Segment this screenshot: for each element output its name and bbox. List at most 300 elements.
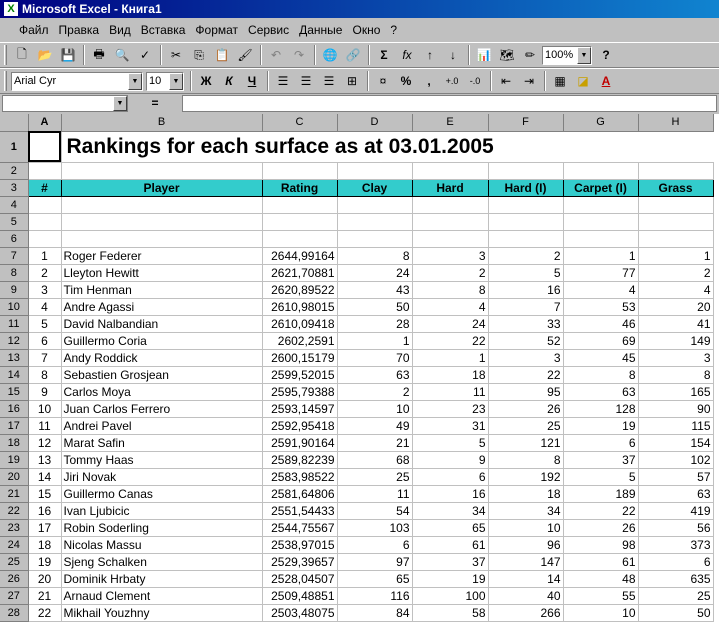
- row-header-9[interactable]: 9: [0, 281, 28, 298]
- underline-button[interactable]: Ч: [247, 74, 257, 88]
- table-cell[interactable]: Carlos Moya: [61, 383, 262, 400]
- copy-icon[interactable]: ⎘: [194, 47, 204, 62]
- table-cell[interactable]: 58: [412, 604, 488, 621]
- hyperlink-icon[interactable]: 🌐: [322, 48, 338, 62]
- table-cell[interactable]: 10: [488, 519, 563, 536]
- menu-item-6[interactable]: Данные: [299, 23, 343, 37]
- menu-item-8[interactable]: ?: [390, 23, 398, 37]
- table-cell[interactable]: 56: [638, 519, 713, 536]
- table-cell[interactable]: 77: [563, 264, 638, 281]
- row-header-21[interactable]: 21: [0, 485, 28, 502]
- sort-descending-icon[interactable]: ↓: [450, 48, 456, 62]
- row-header-1[interactable]: 1: [0, 131, 28, 162]
- table-cell[interactable]: 102: [638, 451, 713, 468]
- column-header-c[interactable]: C: [262, 114, 337, 131]
- table-cell[interactable]: 97: [337, 553, 412, 570]
- table-cell[interactable]: 154: [638, 434, 713, 451]
- menu-item-3[interactable]: Вставка: [140, 23, 186, 37]
- cell[interactable]: [412, 213, 488, 230]
- table-cell[interactable]: 20: [638, 298, 713, 315]
- table-cell[interactable]: 2610,09418: [262, 315, 337, 332]
- column-title-4[interactable]: Hard: [412, 179, 488, 196]
- cell[interactable]: [337, 213, 412, 230]
- table-cell[interactable]: Marat Safin: [61, 434, 262, 451]
- table-cell[interactable]: 6: [638, 553, 713, 570]
- decrease-decimal-icon[interactable]: -.0: [469, 76, 481, 86]
- table-cell[interactable]: Andre Agassi: [61, 298, 262, 315]
- table-cell[interactable]: 41: [638, 315, 713, 332]
- font-size-select[interactable]: [146, 72, 184, 91]
- menu-item-0[interactable]: Файл: [19, 23, 49, 37]
- cut-icon[interactable]: ✂: [170, 48, 182, 62]
- row-header-19[interactable]: 19: [0, 451, 28, 468]
- redo-icon[interactable]: ↷: [293, 48, 305, 62]
- table-cell[interactable]: 90: [638, 400, 713, 417]
- table-cell[interactable]: 22: [563, 502, 638, 519]
- table-cell[interactable]: Tommy Haas: [61, 451, 262, 468]
- row-header-18[interactable]: 18: [0, 434, 28, 451]
- table-cell[interactable]: 55: [563, 587, 638, 604]
- cell[interactable]: [28, 162, 61, 179]
- table-cell[interactable]: 22: [28, 604, 61, 621]
- row-header-25[interactable]: 25: [0, 553, 28, 570]
- table-cell[interactable]: 165: [638, 383, 713, 400]
- table-cell[interactable]: 149: [638, 332, 713, 349]
- row-header-22[interactable]: 22: [0, 502, 28, 519]
- column-title-1[interactable]: Player: [61, 179, 262, 196]
- table-cell[interactable]: 34: [488, 502, 563, 519]
- table-cell[interactable]: 419: [638, 502, 713, 519]
- cell[interactable]: [28, 213, 61, 230]
- table-cell[interactable]: Arnaud Clement: [61, 587, 262, 604]
- table-cell[interactable]: 1: [28, 247, 61, 264]
- column-header-e[interactable]: E: [412, 114, 488, 131]
- table-cell[interactable]: 52: [488, 332, 563, 349]
- toolbar-grip[interactable]: [4, 45, 7, 65]
- table-cell[interactable]: 6: [563, 434, 638, 451]
- cell[interactable]: [563, 196, 638, 213]
- increase-indent-icon[interactable]: ⇥: [523, 74, 535, 88]
- table-cell[interactable]: 373: [638, 536, 713, 553]
- table-cell[interactable]: 2583,98522: [262, 468, 337, 485]
- table-cell[interactable]: 96: [488, 536, 563, 553]
- table-cell[interactable]: 16: [488, 281, 563, 298]
- table-cell[interactable]: 61: [412, 536, 488, 553]
- table-cell[interactable]: 69: [563, 332, 638, 349]
- table-cell[interactable]: 43: [337, 281, 412, 298]
- table-cell[interactable]: 63: [563, 383, 638, 400]
- table-cell[interactable]: 19: [563, 417, 638, 434]
- cell[interactable]: [262, 162, 337, 179]
- row-header-24[interactable]: 24: [0, 536, 28, 553]
- menu-item-1[interactable]: Правка: [58, 23, 100, 37]
- table-cell[interactable]: 68: [337, 451, 412, 468]
- table-cell[interactable]: 3: [28, 281, 61, 298]
- table-cell[interactable]: 37: [563, 451, 638, 468]
- table-cell[interactable]: 33: [488, 315, 563, 332]
- table-cell[interactable]: 8: [337, 247, 412, 264]
- table-cell[interactable]: 13: [28, 451, 61, 468]
- name-box[interactable]: [2, 95, 128, 112]
- table-cell[interactable]: 7: [488, 298, 563, 315]
- table-cell[interactable]: 54: [337, 502, 412, 519]
- table-cell[interactable]: 11: [28, 417, 61, 434]
- table-cell[interactable]: 266: [488, 604, 563, 621]
- table-cell[interactable]: 57: [638, 468, 713, 485]
- table-cell[interactable]: 6: [337, 536, 412, 553]
- table-cell[interactable]: 25: [337, 468, 412, 485]
- table-cell[interactable]: Tim Henman: [61, 281, 262, 298]
- table-cell[interactable]: 2509,48851: [262, 587, 337, 604]
- table-cell[interactable]: 11: [337, 485, 412, 502]
- column-title-7[interactable]: Grass: [638, 179, 713, 196]
- table-cell[interactable]: 14: [488, 570, 563, 587]
- table-cell[interactable]: 192: [488, 468, 563, 485]
- table-cell[interactable]: 26: [563, 519, 638, 536]
- cell[interactable]: [337, 196, 412, 213]
- font-name-select[interactable]: [11, 72, 143, 91]
- table-cell[interactable]: 14: [28, 468, 61, 485]
- table-cell[interactable]: 50: [638, 604, 713, 621]
- borders-icon[interactable]: ▦: [554, 74, 566, 88]
- table-cell[interactable]: 16: [28, 502, 61, 519]
- table-cell[interactable]: 4: [563, 281, 638, 298]
- table-cell[interactable]: 116: [337, 587, 412, 604]
- table-cell[interactable]: Andrei Pavel: [61, 417, 262, 434]
- column-title-3[interactable]: Clay: [337, 179, 412, 196]
- table-cell[interactable]: 2: [337, 383, 412, 400]
- table-cell[interactable]: 2595,79388: [262, 383, 337, 400]
- cell[interactable]: [638, 230, 713, 247]
- table-cell[interactable]: 2529,39657: [262, 553, 337, 570]
- cell[interactable]: [488, 196, 563, 213]
- table-cell[interactable]: 2621,70881: [262, 264, 337, 281]
- table-cell[interactable]: 9: [28, 383, 61, 400]
- table-cell[interactable]: 24: [337, 264, 412, 281]
- table-cell[interactable]: 31: [412, 417, 488, 434]
- cell[interactable]: [337, 230, 412, 247]
- table-cell[interactable]: 25: [638, 587, 713, 604]
- cell[interactable]: [262, 230, 337, 247]
- table-cell[interactable]: 8: [28, 366, 61, 383]
- menu-item-4[interactable]: Формат: [195, 23, 239, 37]
- table-cell[interactable]: 2602,2591: [262, 332, 337, 349]
- table-cell[interactable]: 128: [563, 400, 638, 417]
- table-cell[interactable]: 2: [412, 264, 488, 281]
- table-cell[interactable]: 70: [337, 349, 412, 366]
- column-title-0[interactable]: #: [28, 179, 61, 196]
- table-cell[interactable]: 1: [638, 247, 713, 264]
- table-cell[interactable]: 2544,75567: [262, 519, 337, 536]
- table-cell[interactable]: 9: [412, 451, 488, 468]
- table-cell[interactable]: 95: [488, 383, 563, 400]
- cell[interactable]: [563, 213, 638, 230]
- row-header-17[interactable]: 17: [0, 417, 28, 434]
- toolbar-grip[interactable]: [4, 71, 7, 91]
- merge-center-icon[interactable]: ⊞: [346, 74, 358, 88]
- currency-icon[interactable]: ¤: [379, 74, 387, 88]
- cell[interactable]: [638, 196, 713, 213]
- table-cell[interactable]: 2589,82239: [262, 451, 337, 468]
- table-cell[interactable]: 115: [638, 417, 713, 434]
- table-cell[interactable]: 2600,15179: [262, 349, 337, 366]
- cell[interactable]: [563, 162, 638, 179]
- table-cell[interactable]: 8: [638, 366, 713, 383]
- table-cell[interactable]: 1: [412, 349, 488, 366]
- table-cell[interactable]: 84: [337, 604, 412, 621]
- table-cell[interactable]: Lleyton Hewitt: [61, 264, 262, 281]
- cell[interactable]: [61, 230, 262, 247]
- cell[interactable]: [28, 230, 61, 247]
- table-cell[interactable]: 10: [337, 400, 412, 417]
- column-header-f[interactable]: F: [488, 114, 563, 131]
- menu-item-5[interactable]: Сервис: [248, 23, 290, 37]
- comma-style-button[interactable]: ,: [427, 74, 431, 88]
- table-cell[interactable]: Jiri Novak: [61, 468, 262, 485]
- table-cell[interactable]: 121: [488, 434, 563, 451]
- cell[interactable]: [262, 196, 337, 213]
- table-cell[interactable]: 6: [28, 332, 61, 349]
- web-toolbar-icon[interactable]: 🔗: [345, 48, 361, 62]
- sort-ascending-icon[interactable]: ↑: [427, 48, 433, 62]
- table-cell[interactable]: 49: [337, 417, 412, 434]
- autosum-icon[interactable]: Σ: [380, 48, 388, 62]
- column-header-d[interactable]: D: [337, 114, 412, 131]
- table-cell[interactable]: Ivan Ljubicic: [61, 502, 262, 519]
- table-cell[interactable]: 10: [563, 604, 638, 621]
- row-header-16[interactable]: 16: [0, 400, 28, 417]
- row-header-7[interactable]: 7: [0, 247, 28, 264]
- cell[interactable]: [488, 213, 563, 230]
- table-cell[interactable]: 22: [412, 332, 488, 349]
- fill-color-icon[interactable]: ◪: [577, 74, 589, 88]
- column-title-5[interactable]: Hard (I): [488, 179, 563, 196]
- table-cell[interactable]: 3: [488, 349, 563, 366]
- table-cell[interactable]: 2528,04507: [262, 570, 337, 587]
- row-header-13[interactable]: 13: [0, 349, 28, 366]
- row-header-6[interactable]: 6: [0, 230, 28, 247]
- table-cell[interactable]: 20: [28, 570, 61, 587]
- new-file-icon[interactable]: 🗋: [17, 46, 27, 61]
- column-header-g[interactable]: G: [563, 114, 638, 131]
- table-cell[interactable]: 61: [563, 553, 638, 570]
- cell-a1[interactable]: [28, 131, 61, 162]
- table-cell[interactable]: 11: [412, 383, 488, 400]
- formula-input[interactable]: [182, 95, 717, 112]
- table-cell[interactable]: 18: [28, 536, 61, 553]
- table-cell[interactable]: 28: [337, 315, 412, 332]
- table-cell[interactable]: 4: [28, 298, 61, 315]
- chevron-down-icon[interactable]: ▼: [113, 96, 127, 111]
- cell[interactable]: [337, 162, 412, 179]
- table-cell[interactable]: Andy Roddick: [61, 349, 262, 366]
- table-cell[interactable]: 63: [337, 366, 412, 383]
- table-cell[interactable]: 8: [563, 366, 638, 383]
- paste-icon[interactable]: 📋: [214, 48, 230, 62]
- table-cell[interactable]: 6: [412, 468, 488, 485]
- drawing-icon[interactable]: ✏: [524, 48, 536, 62]
- row-header-27[interactable]: 27: [0, 587, 28, 604]
- table-cell[interactable]: 26: [488, 400, 563, 417]
- table-cell[interactable]: 103: [337, 519, 412, 536]
- open-file-icon[interactable]: 📂: [37, 48, 53, 62]
- table-cell[interactable]: 63: [638, 485, 713, 502]
- column-title-2[interactable]: Rating: [262, 179, 337, 196]
- table-cell[interactable]: 3: [638, 349, 713, 366]
- table-cell[interactable]: Nicolas Massu: [61, 536, 262, 553]
- table-cell[interactable]: 1: [337, 332, 412, 349]
- cell[interactable]: [61, 196, 262, 213]
- increase-decimal-icon[interactable]: +.0: [445, 76, 459, 86]
- table-cell[interactable]: 37: [412, 553, 488, 570]
- table-cell[interactable]: 2538,97015: [262, 536, 337, 553]
- table-cell[interactable]: 98: [563, 536, 638, 553]
- table-cell[interactable]: 34: [412, 502, 488, 519]
- table-cell[interactable]: 2: [638, 264, 713, 281]
- row-header-26[interactable]: 26: [0, 570, 28, 587]
- table-cell[interactable]: 2591,90164: [262, 434, 337, 451]
- save-icon[interactable]: 💾: [60, 48, 76, 62]
- table-cell[interactable]: 5: [28, 315, 61, 332]
- table-cell[interactable]: 40: [488, 587, 563, 604]
- row-header-23[interactable]: 23: [0, 519, 28, 536]
- bold-button[interactable]: Ж: [200, 74, 212, 88]
- table-cell[interactable]: Sjeng Schalken: [61, 553, 262, 570]
- column-header-b[interactable]: B: [61, 114, 262, 131]
- table-cell[interactable]: 8: [412, 281, 488, 298]
- row-header-5[interactable]: 5: [0, 213, 28, 230]
- table-cell[interactable]: 5: [563, 468, 638, 485]
- table-cell[interactable]: 2592,95418: [262, 417, 337, 434]
- table-cell[interactable]: 2: [488, 247, 563, 264]
- table-cell[interactable]: Dominik Hrbaty: [61, 570, 262, 587]
- table-cell[interactable]: 18: [488, 485, 563, 502]
- italic-button[interactable]: К: [225, 74, 233, 88]
- column-title-6[interactable]: Carpet (I): [563, 179, 638, 196]
- table-cell[interactable]: 3: [412, 247, 488, 264]
- cell[interactable]: [28, 196, 61, 213]
- chevron-down-icon[interactable]: ▼: [128, 73, 142, 90]
- table-cell[interactable]: 2551,54433: [262, 502, 337, 519]
- percent-button[interactable]: %: [400, 74, 412, 88]
- table-cell[interactable]: 635: [638, 570, 713, 587]
- cell[interactable]: [61, 213, 262, 230]
- align-right-icon[interactable]: ☰: [323, 74, 335, 88]
- row-header-14[interactable]: 14: [0, 366, 28, 383]
- table-cell[interactable]: 4: [638, 281, 713, 298]
- select-all-corner[interactable]: [0, 114, 28, 131]
- table-cell[interactable]: 17: [28, 519, 61, 536]
- table-cell[interactable]: 23: [412, 400, 488, 417]
- edit-formula-button[interactable]: =: [151, 96, 159, 110]
- cell[interactable]: [61, 162, 262, 179]
- table-cell[interactable]: 2581,64806: [262, 485, 337, 502]
- table-cell[interactable]: Robin Soderling: [61, 519, 262, 536]
- table-cell[interactable]: 8: [488, 451, 563, 468]
- align-center-icon[interactable]: ☰: [300, 74, 312, 88]
- row-header-4[interactable]: 4: [0, 196, 28, 213]
- table-cell[interactable]: 2644,99164: [262, 247, 337, 264]
- spelling-icon[interactable]: ✓: [139, 48, 151, 62]
- format-painter-icon[interactable]: 🖌: [237, 48, 253, 62]
- map-icon[interactable]: 🗺: [499, 48, 515, 62]
- row-header-8[interactable]: 8: [0, 264, 28, 281]
- row-header-28[interactable]: 28: [0, 604, 28, 621]
- table-cell[interactable]: 19: [28, 553, 61, 570]
- table-cell[interactable]: Roger Federer: [61, 247, 262, 264]
- table-cell[interactable]: 2620,89522: [262, 281, 337, 298]
- cell[interactable]: [412, 230, 488, 247]
- table-cell[interactable]: David Nalbandian: [61, 315, 262, 332]
- row-header-12[interactable]: 12: [0, 332, 28, 349]
- table-cell[interactable]: 46: [563, 315, 638, 332]
- row-header-11[interactable]: 11: [0, 315, 28, 332]
- table-cell[interactable]: 189: [563, 485, 638, 502]
- table-cell[interactable]: 5: [412, 434, 488, 451]
- print-icon[interactable]: 🖶: [93, 46, 105, 61]
- chart-wizard-icon[interactable]: 📊: [476, 48, 492, 62]
- table-cell[interactable]: 15: [28, 485, 61, 502]
- table-cell[interactable]: 1: [563, 247, 638, 264]
- table-cell[interactable]: 2593,14597: [262, 400, 337, 417]
- zoom-select[interactable]: [542, 46, 592, 65]
- cell[interactable]: [412, 162, 488, 179]
- row-header-2[interactable]: 2: [0, 162, 28, 179]
- row-header-3[interactable]: 3: [0, 179, 28, 196]
- table-cell[interactable]: 10: [28, 400, 61, 417]
- chevron-down-icon[interactable]: ▼: [169, 73, 183, 90]
- table-cell[interactable]: Guillermo Coria: [61, 332, 262, 349]
- table-cell[interactable]: 18: [412, 366, 488, 383]
- table-cell[interactable]: Mikhail Youzhny: [61, 604, 262, 621]
- table-cell[interactable]: 19: [412, 570, 488, 587]
- menu-item-7[interactable]: Окно: [352, 23, 381, 37]
- align-left-icon[interactable]: ☰: [277, 74, 289, 88]
- row-header-15[interactable]: 15: [0, 383, 28, 400]
- table-cell[interactable]: 147: [488, 553, 563, 570]
- column-header-h[interactable]: H: [638, 114, 713, 131]
- table-cell[interactable]: Sebastien Grosjean: [61, 366, 262, 383]
- decrease-indent-icon[interactable]: ⇤: [500, 74, 512, 88]
- table-cell[interactable]: 48: [563, 570, 638, 587]
- table-cell[interactable]: 24: [412, 315, 488, 332]
- undo-icon[interactable]: ↶: [270, 48, 282, 62]
- table-cell[interactable]: 2503,48075: [262, 604, 337, 621]
- sheet-title[interactable]: Rankings for each surface as at 03.01.2005: [61, 131, 713, 162]
- table-cell[interactable]: Juan Carlos Ferrero: [61, 400, 262, 417]
- table-cell[interactable]: 7: [28, 349, 61, 366]
- table-cell[interactable]: 2: [28, 264, 61, 281]
- table-cell[interactable]: 50: [337, 298, 412, 315]
- help-icon[interactable]: ?: [602, 48, 610, 62]
- table-cell[interactable]: Guillermo Canas: [61, 485, 262, 502]
- cell[interactable]: [638, 162, 713, 179]
- table-cell[interactable]: 100: [412, 587, 488, 604]
- chevron-down-icon[interactable]: ▼: [577, 47, 591, 64]
- table-cell[interactable]: 65: [412, 519, 488, 536]
- menu-item-2[interactable]: Вид: [109, 23, 131, 37]
- cell[interactable]: [638, 213, 713, 230]
- table-cell[interactable]: 16: [412, 485, 488, 502]
- table-cell[interactable]: 22: [488, 366, 563, 383]
- table-cell[interactable]: 21: [337, 434, 412, 451]
- print-preview-icon[interactable]: 🔍: [114, 48, 130, 62]
- table-cell[interactable]: 5: [488, 264, 563, 281]
- font-color-icon[interactable]: A: [601, 74, 611, 88]
- table-cell[interactable]: 21: [28, 587, 61, 604]
- row-header-10[interactable]: 10: [0, 298, 28, 315]
- cell[interactable]: [563, 230, 638, 247]
